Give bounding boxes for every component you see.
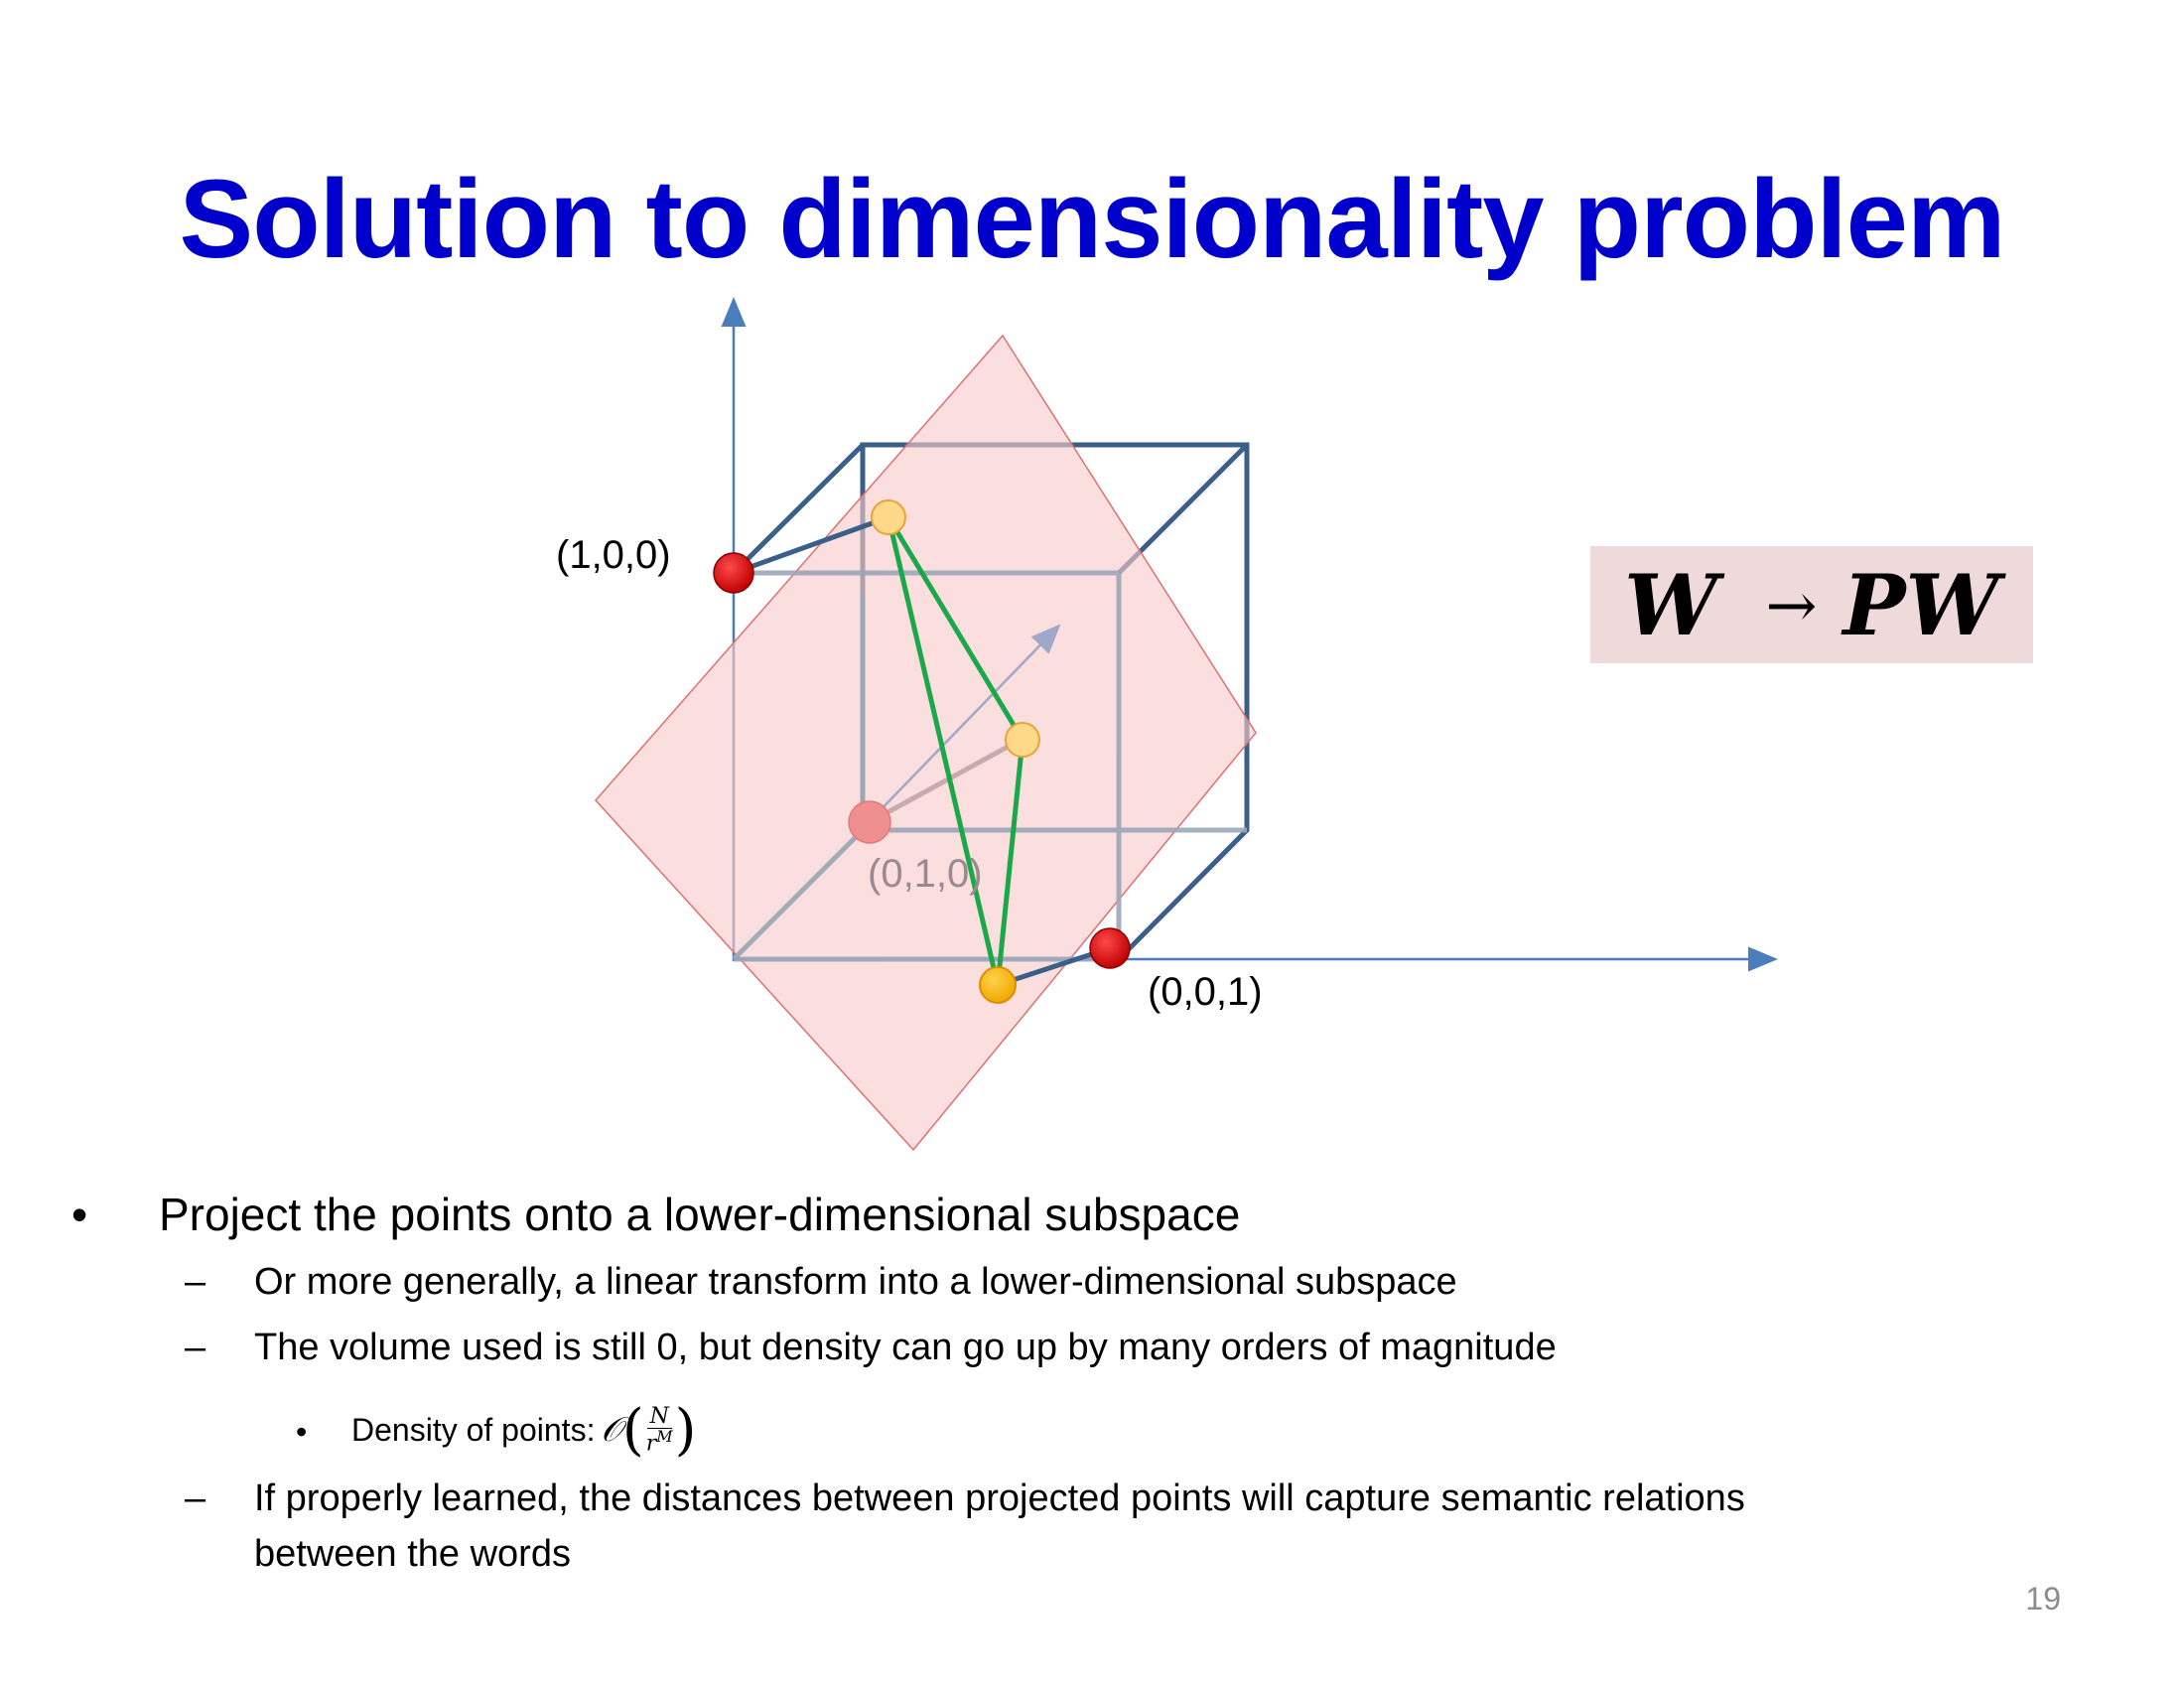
sub-bullet-3-line1: If properly learned, the distances between projected points will capture semantic relations <box>254 1477 1745 1519</box>
dash-marker: – <box>185 1477 206 1519</box>
bullet-marker: • <box>71 1189 88 1240</box>
point-100 <box>714 553 753 593</box>
formula-rhs: PW <box>1843 555 1999 654</box>
projected-point-001 <box>980 967 1016 1003</box>
slide-title: Solution to dimensionality problem <box>179 157 2005 281</box>
label-100: (1,0,0) <box>556 533 671 577</box>
bullet-main: Project the points onto a lower-dimensional subspace <box>159 1189 1241 1240</box>
density-label: Density of points: <box>351 1411 596 1448</box>
formula-lhs: W <box>1624 555 1718 654</box>
density-big-o: 𝒪 <box>601 1410 622 1450</box>
projected-point-100 <box>872 500 905 534</box>
dash-marker: – <box>185 1327 206 1368</box>
paren-open: ( <box>621 1397 644 1463</box>
sub-bullet-2: The volume used is still 0, but density can go up by many orders of magnitude <box>254 1327 1557 1368</box>
projection-plane <box>596 336 1256 1150</box>
density-denominator: $r^M$ <box>645 1426 673 1457</box>
density-fraction <box>646 1405 673 1456</box>
formula-arrow: → <box>1765 568 1818 641</box>
sub-bullet-1: Or more generally, a linear transform into a lower-dimensional subspace <box>254 1261 1457 1303</box>
point-010 <box>849 801 890 843</box>
projected-point-010 <box>1006 723 1039 757</box>
label-001: (0,0,1) <box>1148 970 1263 1014</box>
density-numerator: N <box>647 1405 672 1429</box>
density-exponent: M <box>656 1426 673 1446</box>
point-001 <box>1090 928 1130 968</box>
sub-bullet-3-line2: between the words <box>254 1533 571 1575</box>
page-number: 19 <box>2025 1581 2061 1617</box>
dash-marker: – <box>185 1261 206 1303</box>
paren-close: ) <box>674 1397 697 1463</box>
label-010: (0,1,0) <box>868 852 983 896</box>
sub-sub-bullet-density <box>351 1390 697 1470</box>
transform-formula <box>1590 546 2033 663</box>
bullet-marker: • <box>296 1414 308 1450</box>
